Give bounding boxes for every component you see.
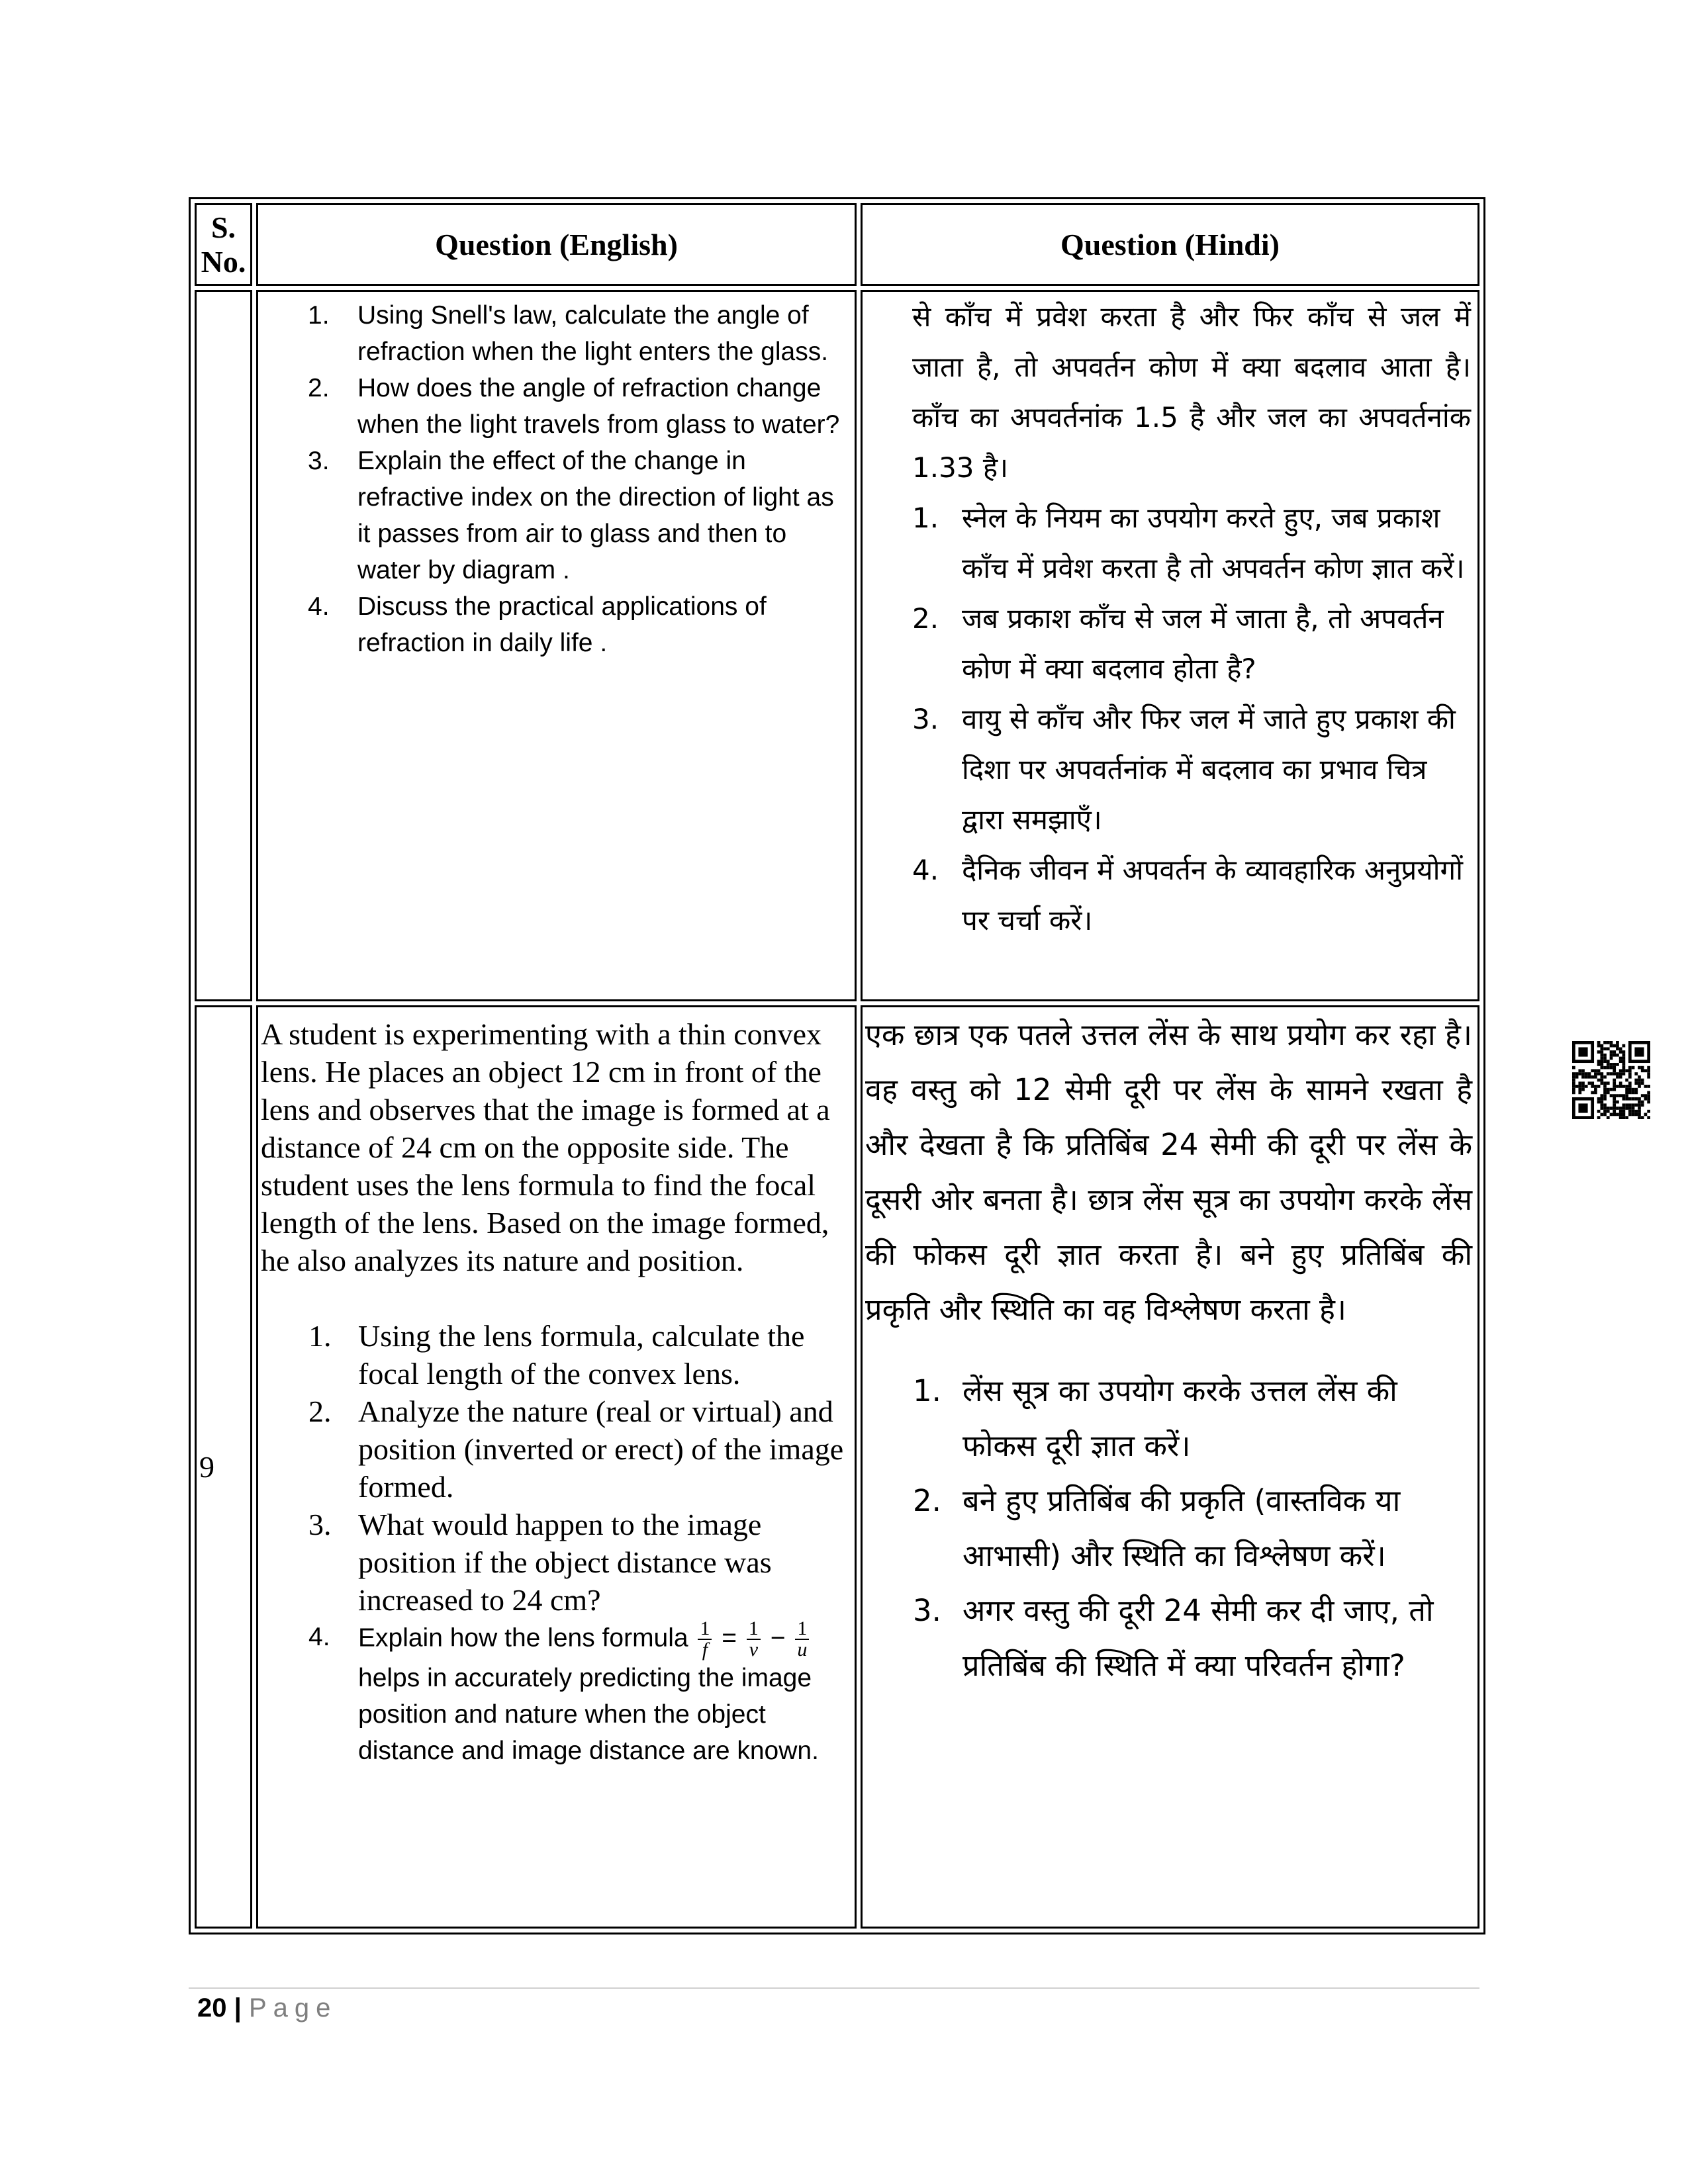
list-item: 1. Using the lens formula, calculate the focal length of the convex lens.: [308, 1319, 805, 1390]
page-number: 20: [197, 1993, 227, 2023]
row-sno: [195, 290, 252, 1001]
header-hindi: Question (Hindi): [861, 203, 1479, 286]
hindi-subquestions: [912, 493, 1471, 946]
table-header-row: [195, 203, 1479, 286]
english-question-cell: [256, 1005, 857, 1929]
list-item: 4. दैनिक जीवन में अपवर्तन के व्यावहारिक अनुप्रयोगों पर चर्चा करें।: [912, 854, 1463, 936]
qr-code-icon: [1572, 1041, 1650, 1119]
hindi-intro: से काँच में प्रवेश करता है और फिर काँच से जल में जाता है, तो अपवर्तन कोण में क्या बदलाव आता है। काँच का अपवर्तनांक 1.5 है और जल का अपवर्तनांक 1.33 है।: [912, 300, 1471, 484]
list-item: 2. How does the angle of refraction change when the light travels from glass to water?: [308, 374, 840, 439]
list-item: 3. अगर वस्तु की दूरी 24 सेमी कर दी जाए, तो प्रतिबिंब की स्थिति में क्या परिवर्तन होगा?: [913, 1593, 1434, 1683]
row-sno: 9: [195, 1005, 252, 1929]
hindi-intro: एक छात्र एक पतले उत्तल लेंस के साथ प्रयोग कर रहा है। वह वस्तु को 12 सेमी दूरी पर लेंस के सामने रखता है और देखता है कि प्रतिबिंब 24 सेमी की दूरी पर लेंस के दूसरी ओर बनता है। छात्र लेंस सूत्र का उपयोग करके लेंस की फोकस दूरी ज्ञात करता है। बने हुए प्रतिबिंब की प्रकृति और स्थिति का वह विश्लेषण करता है।: [865, 1017, 1472, 1327]
table-row: [195, 290, 1479, 1001]
hindi-subquestions: [865, 1363, 1472, 1693]
fraction-1-over-v: $\frac{1}{v}$: [747, 1619, 761, 1660]
footer-separator: |: [234, 1993, 242, 2023]
fraction-1-over-f: $\frac{1}{f}$: [698, 1619, 712, 1660]
questions-table: [189, 197, 1485, 1934]
list-item: 3. What would happen to the image position if the object distance was increased to 24 cm?: [308, 1508, 772, 1617]
header-english: Question (English): [256, 203, 857, 286]
table-row: [195, 1005, 1479, 1929]
list-item: 3. वायु से काँच और फिर जल में जाते हुए प्रकाश की दिशा पर अपवर्तनांक में बदलाव का प्रभाव चित्र द्वारा समझाएँ।: [912, 703, 1456, 836]
list-item: 1. लेंस सूत्र का उपयोग करके उत्तल लेंस की फोकस दूरी ज्ञात करें।: [913, 1373, 1397, 1463]
hindi-question-cell: [861, 290, 1479, 1001]
footer-divider: [189, 1987, 1479, 1989]
page-label: Page: [248, 1993, 338, 2023]
english-subquestions: [308, 297, 848, 661]
english-intro: A student is experimenting with a thin convex lens. He places an object 12 cm in front of the lens and observes that the image is formed at a distance of 24 cm on the opposite side. The student uses the lens formula to find the focal length of the lens. Based on the image formed, he also analyzes its nature and position.: [261, 1017, 830, 1277]
list-item: 2. बने हुए प्रतिबिंब की प्रकृति (वास्तविक या आभासी) और स्थिति का विश्लेषण करें।: [913, 1483, 1401, 1573]
list-item: 2. Analyze the nature (real or virtual) and position (inverted or erect) of the image formed.: [308, 1394, 844, 1504]
list-item: 4. Explain how the lens formula $\frac{1}{f}$ = $\frac{1}{v}$ − $\frac{1}{u}$ helps in accurately predicting the image position and nature when the object distance and image distance are known.: [308, 1617, 819, 1765]
hindi-question-cell: [861, 1005, 1479, 1929]
list-item: 1. स्नेल के नियम का उपयोग करते हुए, जब प्रकाश काँच में प्रवेश करता है तो अपवर्तन कोण ज्ञात करें।: [912, 502, 1465, 584]
list-item: 2. जब प्रकाश काँच से जल में जाता है, तो अपवर्तन कोण में क्या बदलाव होता है?: [912, 602, 1444, 685]
fraction-1-over-u: $\frac{1}{u}$: [795, 1619, 809, 1660]
page-footer: [197, 1993, 337, 2023]
english-subquestions: [261, 1317, 849, 1769]
english-question-cell: [256, 290, 857, 1001]
header-sno: S. No.: [195, 203, 252, 286]
list-item: 3. Explain the effect of the change in refractive index on the direction of light as it passes from air to glass and then to water by diagram .: [308, 447, 834, 584]
list-item: 4. Discuss the practical applications of refraction in daily life .: [308, 592, 767, 657]
list-item: 1. Using Snell's law, calculate the angle of refraction when the light enters the glass.: [308, 301, 829, 366]
